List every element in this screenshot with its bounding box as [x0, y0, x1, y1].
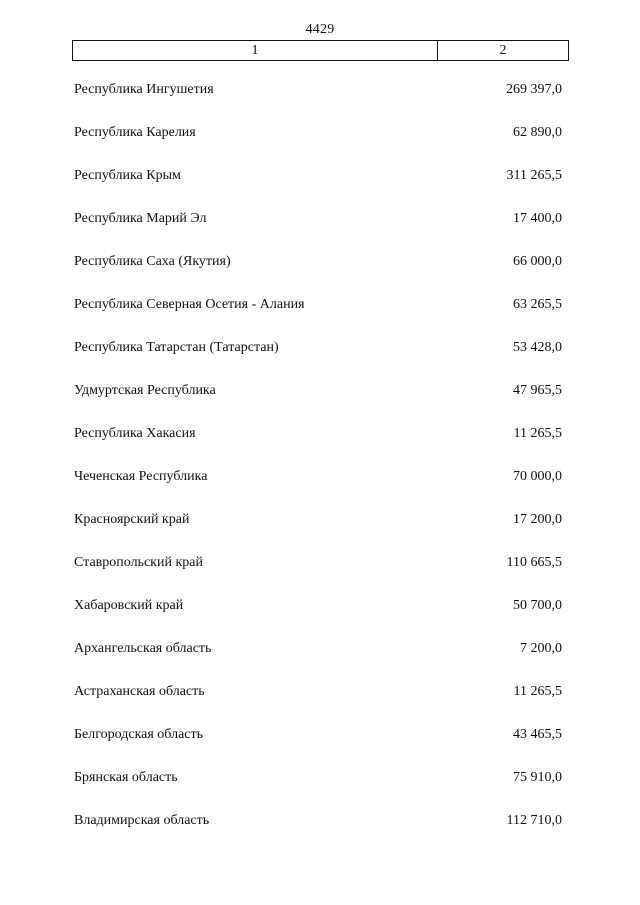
- region-name: Чеченская Республика: [74, 469, 208, 484]
- region-amount: 17 200,0: [513, 512, 562, 527]
- page-number: 4429: [305, 22, 335, 37]
- region-name: Владимирская область: [74, 813, 210, 828]
- region-name: Республика Крым: [74, 168, 181, 183]
- table-row: [0, 207, 640, 250]
- region-amount: 62 890,0: [513, 125, 562, 140]
- region-name: Хабаровский край: [74, 598, 184, 613]
- table-row: [0, 250, 640, 293]
- table-row: [0, 121, 640, 164]
- region-amount: 17 400,0: [513, 211, 562, 226]
- region-amount: 53 428,0: [513, 340, 562, 355]
- table-row: [0, 164, 640, 207]
- table-row: [0, 551, 640, 594]
- table-row: [0, 508, 640, 551]
- table-row: [0, 680, 640, 723]
- region-amount: 311 265,5: [506, 168, 562, 183]
- table-row: [0, 336, 640, 379]
- region-amount: 70 000,0: [513, 469, 562, 484]
- table-row: [0, 465, 640, 508]
- region-amount: 66 000,0: [513, 254, 562, 269]
- region-amount: 75 910,0: [513, 770, 562, 785]
- table-row: [0, 809, 640, 852]
- region-name: Республика Ингушетия: [74, 82, 214, 97]
- table-header: [72, 40, 569, 61]
- region-name: Ставропольский край: [74, 555, 203, 570]
- region-amount: 43 465,5: [513, 727, 562, 742]
- table-row: [0, 422, 640, 465]
- region-name: Красноярский край: [74, 512, 190, 527]
- region-name: Республика Карелия: [74, 125, 196, 140]
- table-row: [0, 637, 640, 680]
- table-row: [0, 766, 640, 809]
- region-amount: 11 265,5: [513, 684, 562, 699]
- region-amount: 11 265,5: [513, 426, 562, 441]
- column-header-1: 1: [73, 41, 438, 60]
- region-amount: 7 200,0: [520, 641, 562, 656]
- region-amount: 63 265,5: [513, 297, 562, 312]
- region-name: Республика Северная Осетия - Алания: [74, 297, 305, 312]
- region-amount: 110 665,5: [506, 555, 562, 570]
- region-name: Республика Саха (Якутия): [74, 254, 231, 269]
- table-row: [0, 723, 640, 766]
- region-amount: 112 710,0: [506, 813, 562, 828]
- region-name: Республика Хакасия: [74, 426, 196, 441]
- region-amount: 50 700,0: [513, 598, 562, 613]
- region-name: Астраханская область: [74, 684, 205, 699]
- table-row: [0, 379, 640, 422]
- table-row: [0, 594, 640, 637]
- region-name: Удмуртская Республика: [74, 383, 216, 398]
- region-name: Белгородская область: [74, 727, 204, 742]
- region-name: Республика Татарстан (Татарстан): [74, 340, 279, 355]
- table-row: [0, 78, 640, 121]
- column-header-2: 2: [499, 42, 507, 58]
- region-amount: 47 965,5: [513, 383, 562, 398]
- table-body: [0, 78, 640, 852]
- region-amount: 269 397,0: [506, 82, 562, 97]
- region-name: Архангельская область: [74, 641, 212, 656]
- region-name: Брянская область: [74, 770, 178, 785]
- region-name: Республика Марий Эл: [74, 211, 207, 226]
- table-row: [0, 293, 640, 336]
